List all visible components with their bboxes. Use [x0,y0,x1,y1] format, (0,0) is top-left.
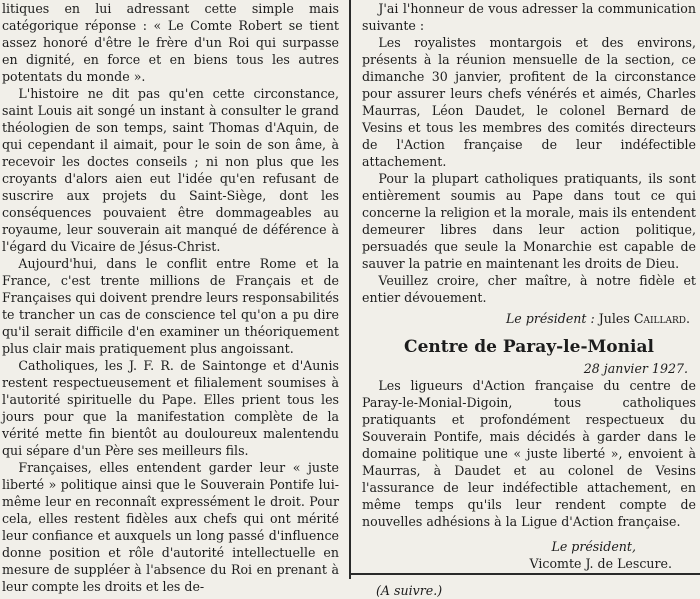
paragraph: J'ai l'honneur de vous adresser la communication suivante : [362,1,696,33]
paragraph: Catholiques, les J. F. R. de Saintonge et d'Aunis restent respectueusement et filialement soumises à l'autorité spirituelle du Pape. Elles prient tous les jours pour que la manifestation complète de la vérité mette fin bientôt au douloureux malentendu qui sépare d'un Père ses meilleurs fils. [2,358,339,458]
column-divider [349,0,351,579]
signature-montargis [362,310,696,327]
paragraph: Françaises, elles entendent garder leur « juste liberté » politique ainsi que le Souverain Pontife lui-même leur en reconnaît expressément le droit. Pour cela, elles restent fidèles aux chefs qui ont mérité leur confiance et auxquels un long passé d'influence donne position et rôle d'autorité intellectuelle en mesure de suppléer à l'absence du Roi en prenant à leur compte les droits et les de- [2,460,339,594]
paragraph: Les royalistes montargois et des environs, présents à la réunion mensuelle de la section, ce dimanche 30 janvier, profitent de la circonstance pour assurer leurs chefs vénérés et aimés, Charles Maurras, Léon Daudet, le colonel Bernard de Vesins et tous les membres des comités directeurs de l'Action française de leur indéfectible attachement. [362,35,696,169]
section-heading: Centre de Paray-le-Monial [404,337,654,357]
paragraph: Pour la plupart catholiques pratiquants, ils sont entièrement soumis au Pape dans tout ce qui concerne la religion et la morale, mais ils entendent demeurer libres dans leur action politique, persuadés que seule la Monarchie est capable de sauver la patrie en maintenant les droits de Dieu. [362,171,696,271]
signature-role: Le président : [505,311,595,326]
signature-paray [362,538,696,572]
continuation-note: (A suivre.) [376,583,443,598]
paragraph: Les ligueurs d'Action française du centre de Paray-le-Monial-Digoin, tous catholiques pratiquants et profondément respectueux du Souverain Pontife, mais décidés à garder dans le domaine politique une « juste liberté », envoient à Maurras, à Daudet et au colonel de Vesins l'assurance de leur indéfectible attachement, en même temps qu'ils leur rendent compte de nouvelles adhésions à la Ligue d'Action française. [362,378,696,529]
paragraph: Veuillez croire, cher maître, à notre fidèle et entier dévouement. [362,273,696,305]
right-column [362,0,696,598]
section-date: 28 janvier 1927. [583,361,688,376]
paragraph: L'histoire ne dit pas qu'en cette circonstance, saint Louis ait songé un instant à consulter le grand théologien de son temps, saint Thomas d'Aquin, de qui cependant il aimait, pour le soin de son âme, à recevoir les doctes conseils ; ni non plus que les croyants d'alors aien eut l'idée qu'en refusant de suscrire aux projets du Saint-Siège, dont les conséquences pouvaient être dommageables au royaume, leur souverain ait manqué de déférence à l'égard du Vicaire de Jésus-Christ. [2,86,339,254]
left-column [2,0,340,594]
signature-surname: Caillard. [633,311,690,326]
signature-name: Vicomte J. de Lescure. [529,556,672,571]
signature-name: Jules [598,311,630,326]
paragraph: litiques en lui adressant cette simple mais catégorique réponse : « Le Comte Robert se tient assez honoré d'être le frère d'un Roi qui surpasse en dignité, en force et en biens tous les autres potentats du monde ». [2,1,339,84]
signature-role: Le président, [551,539,636,554]
paragraph: Aujourd'hui, dans le conflit entre Rome et la France, c'est trente millions de Français et de Françaises qui doivent prendre leurs responsabilités te trancher un cas de conscience tel qu'on a pu dire qu'il serait difficile d'en examiner un théoriquement plus clair mais pratiquement plus angoissant. [2,256,340,356]
